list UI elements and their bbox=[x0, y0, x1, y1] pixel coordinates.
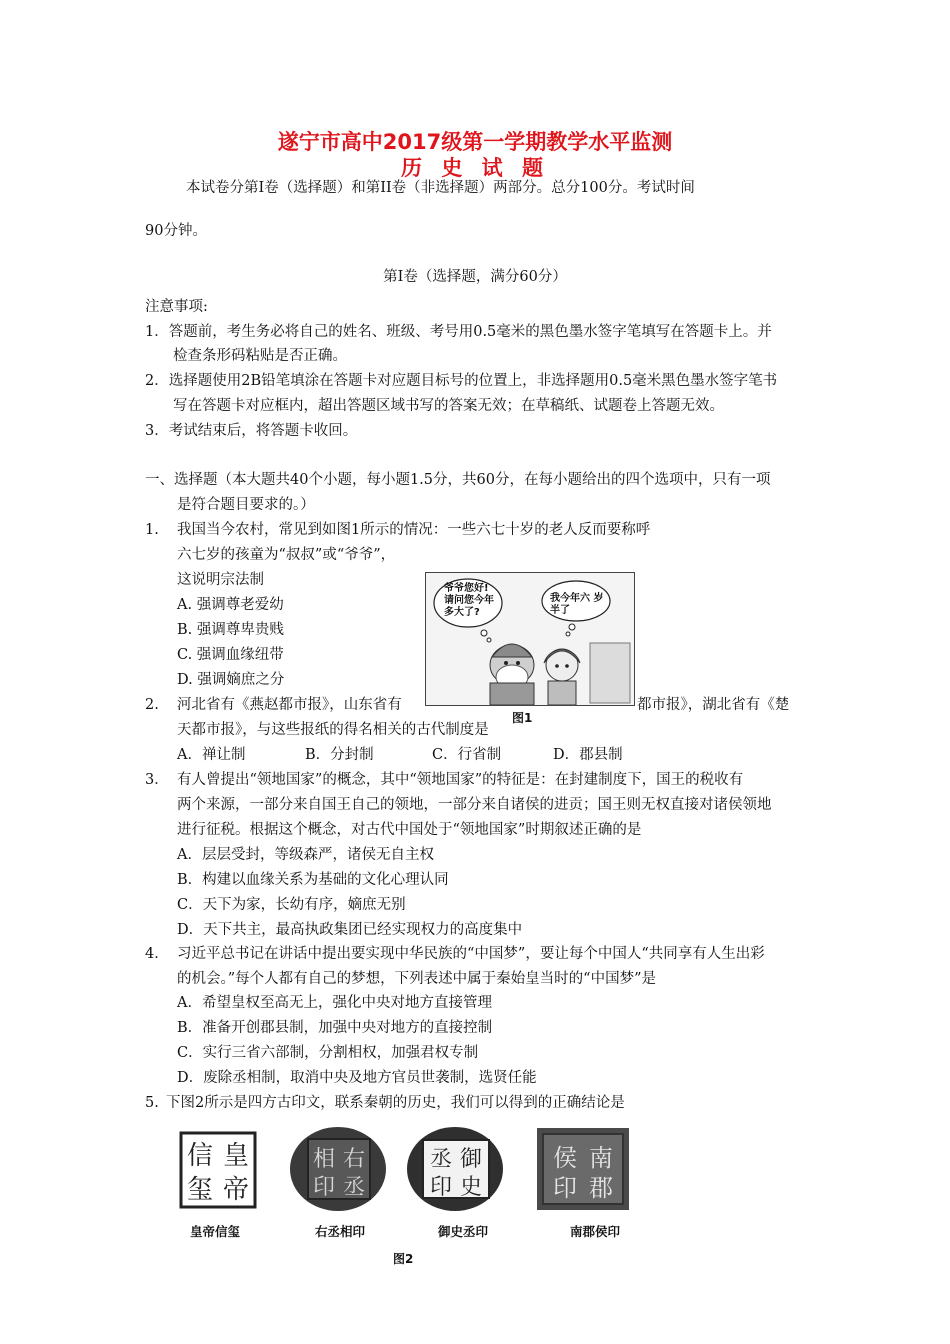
figure1-caption: 图1 bbox=[512, 711, 533, 725]
q2-stem-right: 都市报》，湖北省有《楚 bbox=[637, 697, 790, 713]
seal-4-image bbox=[535, 1126, 631, 1212]
notes-label: 注意事项: bbox=[145, 299, 208, 315]
seal-4-glyph-4: 印 bbox=[553, 1174, 577, 1202]
seal-4-glyph-3: 侯 bbox=[553, 1144, 577, 1172]
q4-option-b: B．准备开创郡县制，加强中央对地方的直接控制 bbox=[177, 1020, 493, 1036]
q2-number: 2. bbox=[145, 697, 159, 713]
seal-4-caption: 南郡侯印 bbox=[570, 1224, 621, 1239]
seal-4-glyph-2: 郡 bbox=[589, 1174, 613, 1202]
q5-number: 5. bbox=[145, 1095, 159, 1111]
note-2-line-a: 2．选择题使用2B铅笔填涂在答题卡对应题目标号的位置上，非选择题用0.5毫米黑色墨水签字笔书 bbox=[145, 373, 778, 389]
q1-number: 1. bbox=[145, 522, 159, 538]
section1-heading-b: 是符合题目要求的。） bbox=[177, 497, 315, 513]
q3-option-c: C．天下为家，长幼有序，嫡庶无别 bbox=[177, 897, 406, 913]
q2-option-c: C．行省制 bbox=[432, 747, 502, 763]
seal-1 bbox=[178, 1130, 258, 1214]
q3-stem-b: 两个来源，一部分来自国王自己的领地，一部分来自诸侯的进贡；国王则无权直接对诸侯领地 bbox=[177, 797, 772, 813]
intro-line-1: 本试卷分第Ⅰ卷（选择题）和第II卷（非选择题）两部分。总分100分。考试时间 bbox=[186, 180, 695, 196]
seal-2-caption: 右丞相印 bbox=[315, 1224, 366, 1239]
old-man-figure bbox=[490, 644, 534, 705]
q5-stem: 下图2所示是四方古印文，联系秦朝的历史，我们可以得到的正确结论是 bbox=[166, 1095, 625, 1111]
seal-3-glyph-2: 史 bbox=[459, 1175, 483, 1200]
seal-2-glyph-1: 右 bbox=[342, 1147, 366, 1172]
seal-3-image bbox=[405, 1124, 505, 1214]
seal-2 bbox=[288, 1124, 388, 1218]
q4-stem-a: 习近平总书记在讲话中提出要实现中华民族的“中国梦”，要让每个中国人“共同享有人生出彩 bbox=[177, 946, 765, 962]
q1-stem-a: 我国当今农村，常见到如图1所示的情况：一些六七十岁的老人反而要称呼 bbox=[177, 522, 651, 538]
seal-3 bbox=[405, 1124, 505, 1218]
q1-stem-c: 这说明宗法制 bbox=[177, 572, 264, 588]
exam-title: 遂宁市高中2017级第一学期教学水平监测 bbox=[277, 130, 673, 154]
q1-stem-b: 六七岁的孩童为“叔叔”或“爷爷”， bbox=[177, 547, 396, 563]
q1-option-a: A. 强调尊老爱幼 bbox=[177, 597, 284, 613]
q2-option-d: D．郡县制 bbox=[553, 747, 623, 763]
seal-1-caption: 皇帝信玺 bbox=[190, 1224, 241, 1239]
note-1-line-a: 1．答题前，考生务必将自己的姓名、班级、考号用0.5毫米的黑色墨水签字笔填写在答题卡上。并 bbox=[145, 324, 772, 340]
section1-heading-a: 一、选择题（本大题共40个小题，每小题1.5分，共60分，在每小题给出的四个选项中，只有一项 bbox=[145, 472, 771, 488]
q2-stem-b: 天都市报》，与这些报纸的得名相关的古代制度是 bbox=[177, 722, 489, 738]
note-1-line-b: 检查条形码粘贴是否正确。 bbox=[173, 348, 347, 364]
q3-number: 3． bbox=[145, 772, 169, 788]
figure2-caption: 图2 bbox=[393, 1252, 414, 1266]
q3-option-b: B．构建以血缘关系为基础的文化心理认同 bbox=[177, 872, 449, 888]
q4-option-d: D．废除丞相制，取消中央及地方官员世袭制，选贤任能 bbox=[177, 1070, 537, 1086]
seal-1-glyph-4: 玺 bbox=[186, 1175, 214, 1205]
seal-1-glyph-1: 皇 bbox=[222, 1141, 250, 1171]
figure1-bubble-left: 爷爷您好!请问您今年多大了? bbox=[444, 583, 494, 618]
seal-4 bbox=[535, 1126, 631, 1216]
q1-option-b: B. 强调尊卑贵贱 bbox=[177, 622, 284, 638]
seal-2-glyph-2: 丞 bbox=[342, 1175, 366, 1200]
seal-1-glyph-3: 信 bbox=[186, 1141, 214, 1171]
q2-option-a: A．禅让制 bbox=[177, 747, 246, 763]
figure1-bubble-right: 我今年六 岁半了 bbox=[550, 593, 604, 616]
q4-option-a: A．希望皇权至高无上，强化中央对地方直接管理 bbox=[177, 995, 492, 1011]
q3-option-a: A．层层受封，等级森严，诸侯无自主权 bbox=[177, 847, 434, 863]
seal-2-glyph-3: 相 bbox=[312, 1147, 336, 1172]
q3-option-d: D．天下共主，最高执政集团已经实现权力的高度集中 bbox=[177, 922, 523, 938]
seal-2-glyph-4: 印 bbox=[312, 1175, 336, 1200]
seal-4-glyph-1: 南 bbox=[589, 1144, 613, 1172]
q3-stem-c: 进行征税。根据这个概念，对古代中国处于“领地国家”时期叙述正确的是 bbox=[177, 822, 642, 838]
seal-2-image bbox=[288, 1124, 388, 1214]
child-figure bbox=[544, 649, 580, 705]
note-2-line-b: 写在答题卡对应框内，超出答题区域书写的答案无效；在草稿纸、试题卷上答题无效。 bbox=[173, 398, 724, 414]
intro-line-2: 90分钟。 bbox=[145, 223, 207, 239]
q1-option-d: D. 强调嫡庶之分 bbox=[177, 672, 285, 688]
seal-1-glyph-2: 帝 bbox=[222, 1175, 250, 1205]
q4-stem-b: 的机会。”每个人都有自己的梦想，下列表述中属于秦始皇当时的“中国梦”是 bbox=[177, 971, 656, 987]
seal-3-caption: 御史丞印 bbox=[438, 1224, 489, 1239]
q4-option-c: C．实行三省六部制，分割相权，加强君权专制 bbox=[177, 1045, 479, 1061]
q4-number: 4． bbox=[145, 946, 169, 962]
exam-subtitle: 历 史 试 题 bbox=[401, 156, 549, 180]
figure1-cartoon bbox=[425, 572, 635, 706]
seal-3-glyph-3: 丞 bbox=[429, 1147, 453, 1172]
seal-3-glyph-1: 御 bbox=[459, 1147, 483, 1172]
part1-heading: 第Ⅰ卷（选择题，满分60分） bbox=[383, 269, 567, 285]
q3-stem-a: 有人曾提出“领地国家”的概念，其中“领地国家”的特征是：在封建制度下，国王的税收有 bbox=[177, 772, 744, 788]
note-3: 3．考试结束后，将答题卡收回。 bbox=[145, 423, 358, 439]
seal-3-glyph-4: 印 bbox=[429, 1175, 453, 1200]
q1-option-c: C. 强调血缘纽带 bbox=[177, 647, 284, 663]
q2-stem-left: 河北省有《燕赵都市报》，山东省有 bbox=[177, 697, 402, 713]
q2-option-b: B．分封制 bbox=[305, 747, 374, 763]
seal-1-image bbox=[178, 1130, 258, 1210]
